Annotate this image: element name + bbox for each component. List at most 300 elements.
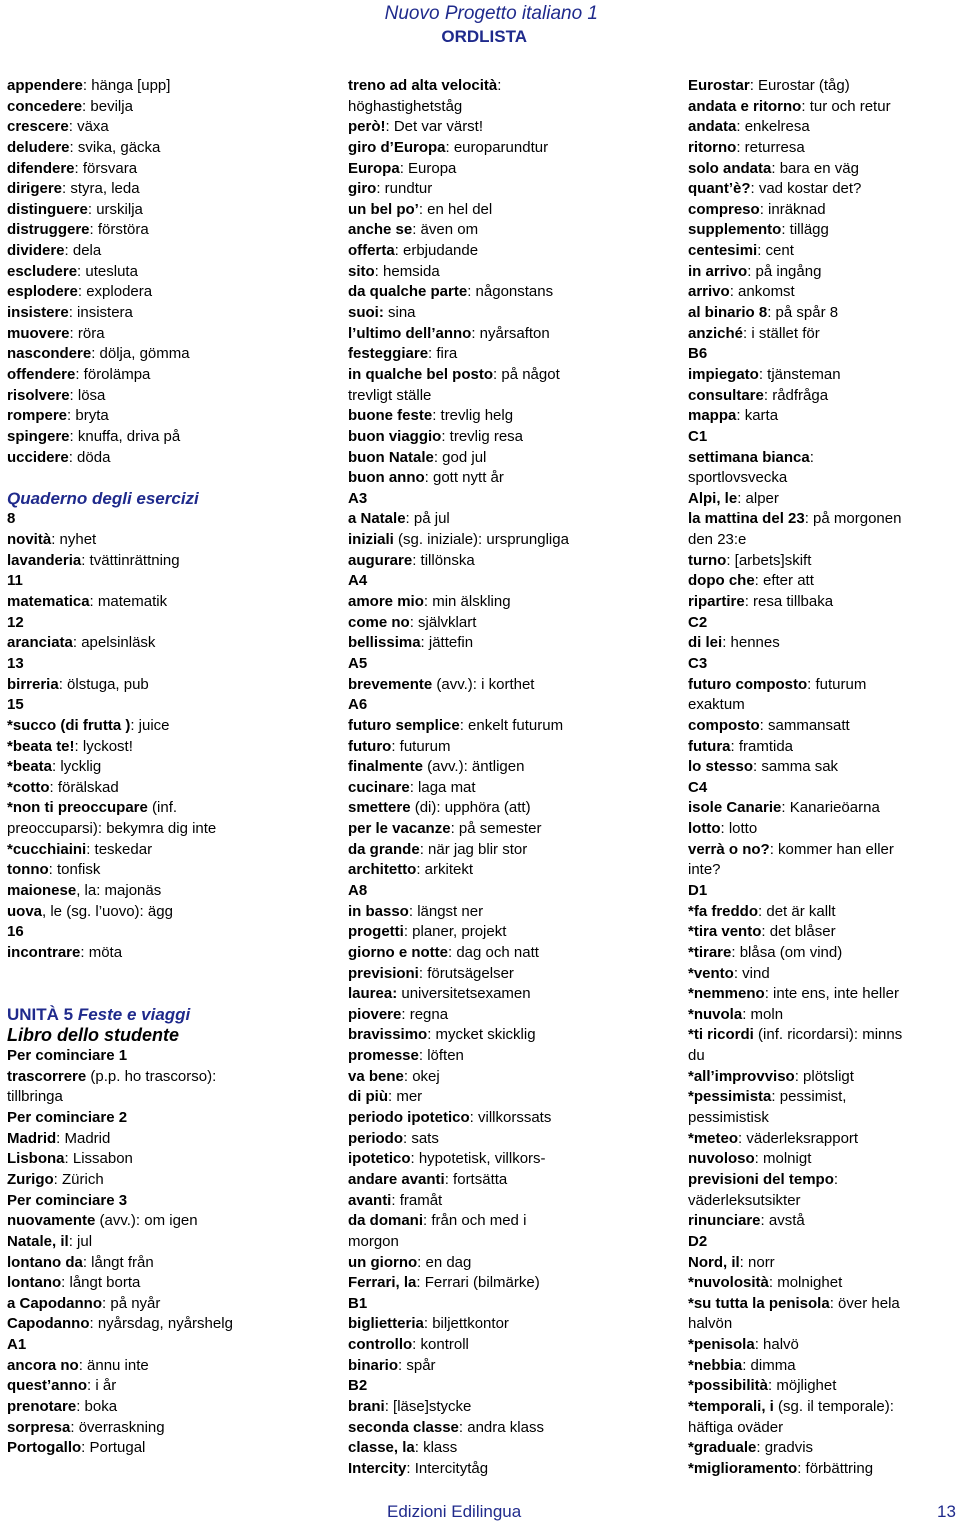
entry-term: buon viaggio (348, 427, 442, 445)
glossary-entry (688, 138, 902, 159)
entry-term: bellissima (348, 634, 421, 652)
glossary-entry (688, 571, 902, 592)
glossary-entry (348, 97, 569, 118)
entry-definition: : hemsida (374, 262, 440, 280)
glossary-entry (348, 592, 569, 613)
entry-definition: : plötsligt (794, 1067, 854, 1085)
glossary-entry (688, 633, 902, 654)
glossary-entry (7, 324, 233, 345)
glossary-entry (688, 922, 902, 943)
entry-definition: : Kanarieöarna (781, 799, 880, 817)
entry-definition: : enkelt futurum (459, 716, 564, 734)
entry-term: Per cominciare 3 (7, 1191, 128, 1209)
entry-definition: : längst ner (408, 902, 484, 920)
entry-definition: : tur och retur (801, 97, 891, 115)
entry-term: Madrid (7, 1129, 57, 1147)
glossary-entry (688, 1314, 902, 1335)
glossary-entry (348, 1211, 569, 1232)
entry-term: ripartire (688, 593, 745, 611)
unit-heading: UNITÀ 5 (7, 1004, 78, 1024)
entry-definition: häftiga oväder (688, 1418, 784, 1436)
entry-term: lavanderia (7, 551, 82, 569)
glossary-entry (7, 509, 233, 530)
glossary-entry (7, 737, 233, 758)
entry-term: suoi: (348, 304, 384, 322)
glossary-entry (688, 1397, 902, 1418)
entry-term: uccidere (7, 448, 69, 466)
entry-definition: : förutsägelser (418, 964, 514, 982)
entry-term: progetti (348, 923, 404, 941)
entry-definition: : Lissabon (64, 1150, 133, 1168)
glossary-entry (688, 798, 902, 819)
entry-definition: : nyårsdag, nyårshelg (89, 1315, 233, 1333)
glossary-entry (348, 262, 569, 283)
glossary-entry (7, 427, 233, 448)
entry-term: per le vacanze (348, 820, 451, 838)
entry-term: treno ad alta velocità (348, 77, 498, 94)
entry-definition: : jättefin (420, 634, 474, 652)
entry-definition: : Det var värst! (385, 118, 484, 136)
entry-definition: : cent (757, 242, 794, 260)
entry-term: buon Natale (348, 448, 434, 466)
glossary-entry (348, 1273, 569, 1294)
entry-definition: : norr (739, 1253, 775, 1271)
glossary-entry (7, 200, 233, 221)
glossary-entry (348, 840, 569, 861)
entry-term: futuro (348, 737, 392, 755)
entry-term: consultare (688, 386, 764, 404)
entry-definition: : moln (742, 1005, 784, 1023)
glossary-entry (348, 1294, 569, 1315)
entry-definition: : Zürich (53, 1170, 104, 1188)
entry-term: Alpi, le (688, 489, 738, 507)
entry-term: seconda classe (348, 1418, 459, 1436)
entry-definition: : boka (76, 1398, 118, 1415)
entry-definition: : Intercitytåg (406, 1459, 489, 1477)
entry-definition: : svika, gäcka (69, 138, 161, 156)
glossary-entry (688, 1170, 902, 1191)
entry-term: Portogallo (7, 1439, 82, 1457)
entry-term: ancora no (7, 1356, 79, 1374)
glossary-entry (7, 1108, 233, 1129)
entry-term: controllo (348, 1336, 413, 1354)
entry-definition: (avv.): i korthet (432, 675, 535, 693)
glossary-entry (688, 1067, 902, 1088)
entry-term: birreria (7, 675, 59, 693)
glossary-entry (348, 675, 569, 696)
entry-term: *graduale (688, 1439, 757, 1457)
entry-term: Nord, il (688, 1253, 740, 1271)
glossary-entry (7, 1046, 233, 1067)
glossary-entry (688, 303, 902, 324)
entry-definition: : försvara (74, 159, 138, 177)
glossary-entry (348, 695, 569, 716)
entry-definition: : lyckost! (74, 737, 133, 755)
entry-definition: : på semester (450, 820, 542, 838)
entry-term: A4 (348, 572, 368, 590)
glossary-entry (348, 943, 569, 964)
entry-definition: : på jul (405, 510, 450, 528)
entry-term: sorpresa (7, 1418, 71, 1436)
glossary-entry (7, 76, 233, 97)
glossary-entry (7, 1129, 233, 1150)
glossary-entry (348, 860, 569, 881)
glossary-entry (7, 1087, 233, 1108)
entry-definition: : möjlighet (768, 1377, 837, 1395)
glossary-entry (348, 881, 569, 902)
entry-term: B1 (348, 1294, 368, 1312)
entry-term: come no (348, 613, 410, 631)
glossary-entry (7, 97, 233, 118)
entry-term: in arrivo (688, 262, 748, 280)
glossary-entry (688, 97, 902, 118)
entry-term: *fa freddo (688, 902, 759, 920)
entry-term: futuro semplice (348, 716, 460, 734)
glossary-entry (7, 1314, 233, 1335)
glossary-entry (688, 1046, 902, 1067)
entry-definition: universitetsexamen (397, 985, 531, 1003)
entry-term: A8 (348, 881, 368, 899)
entry-term: quant’è? (688, 180, 751, 198)
entry-definition: : rundtur (376, 180, 433, 198)
entry-definition: : tillägg (781, 221, 829, 239)
entry-definition: : returresa (736, 138, 805, 156)
glossary-entry (348, 117, 569, 138)
entry-definition: : fira (428, 345, 458, 363)
glossary-entry (7, 303, 233, 324)
glossary-entry (348, 1108, 569, 1129)
entry-definition: : explodera (77, 283, 153, 301)
entry-definition: (sg. iniziale): ursprungliga (393, 531, 569, 549)
entry-definition: : avstå (760, 1212, 805, 1230)
entry-definition: : (809, 448, 814, 466)
entry-term: dirigere (7, 180, 63, 198)
entry-term: *su tutta la penisola (688, 1294, 830, 1312)
glossary-entry (7, 1005, 233, 1026)
entry-definition: : alper (737, 489, 779, 507)
entry-term: D1 (688, 881, 708, 899)
entry-term: buone feste (348, 407, 433, 425)
entry-definition: : tillönska (412, 551, 475, 569)
header-title: Nuovo Progetto italiano 1 (384, 3, 598, 24)
entry-term: *tirare (688, 943, 732, 961)
glossary-entry (348, 964, 569, 985)
entry-term: Lisbona (7, 1150, 65, 1168)
entry-definition: : trevlig helg (432, 407, 514, 425)
glossary-entry (688, 220, 902, 241)
entry-term: classe, la (348, 1439, 415, 1457)
entry-term: escludere (7, 262, 78, 280)
entry-term: muovere (7, 324, 70, 342)
glossary-entry (348, 1025, 569, 1046)
entry-term: Zurigo (7, 1170, 54, 1188)
glossary-entry (688, 943, 902, 964)
entry-definition: : tjänsteman (758, 365, 841, 383)
glossary-entry (348, 159, 569, 180)
entry-term: in basso (348, 902, 409, 920)
entry-definition: : min älskling (423, 593, 511, 611)
entry-definition: : sats (403, 1129, 439, 1147)
glossary-entry (688, 530, 902, 551)
entry-term: novità (7, 531, 52, 549)
glossary-entry (348, 406, 569, 427)
entry-term: arrivo (688, 283, 730, 301)
entry-term: *succo (di frutta ) (7, 716, 131, 734)
entry-definition: : lotto (720, 820, 758, 838)
glossary-entry (688, 200, 902, 221)
spacer (7, 468, 233, 489)
entry-term: *tira vento (688, 923, 762, 941)
glossary-entry (688, 1438, 902, 1459)
glossary-entry (348, 365, 569, 386)
entry-definition: : framtida (730, 737, 794, 755)
entry-term: *cucchiaini (7, 840, 87, 858)
entry-term: risolvere (7, 386, 70, 404)
entry-definition: : när jag blir stor (419, 840, 528, 858)
glossary-entry (7, 633, 233, 654)
entry-term: smettere (348, 799, 411, 817)
entry-term: un giorno (348, 1253, 418, 1271)
entry-term: *penisola (688, 1336, 755, 1354)
glossary-entry (348, 1397, 569, 1418)
entry-definition: : knuffa, driva på (69, 427, 181, 445)
entry-term: *meteo (688, 1129, 739, 1147)
entry-definition: : på morgonen (804, 510, 902, 528)
entry-term: promesse (348, 1047, 419, 1065)
entry-term: C1 (688, 427, 708, 445)
glossary-entry (7, 881, 233, 902)
entry-definition: , la: majonäs (76, 881, 162, 899)
entry-definition: : bara en väg (771, 159, 859, 177)
entry-term: C3 (688, 654, 708, 672)
entry-definition: : trevlig resa (441, 427, 524, 445)
entry-definition: : planer, projekt (403, 923, 507, 941)
entry-definition: : halvö (754, 1336, 799, 1354)
section-heading: Libro dello studente (7, 1025, 180, 1046)
entry-term: *possibilità (688, 1377, 769, 1395)
entry-term: rompere (7, 407, 68, 425)
glossary-entry (7, 282, 233, 303)
glossary-entry (7, 902, 233, 923)
entry-term: giro (348, 180, 377, 198)
glossary-entry (348, 778, 569, 799)
entry-definition: halvön (688, 1315, 733, 1333)
entry-definition: : styra, leda (62, 180, 140, 198)
entry-term: nuovamente (7, 1212, 96, 1230)
entry-term: 13 (7, 654, 24, 672)
entry-term: festeggiare (348, 345, 429, 363)
glossary-entry (7, 1273, 233, 1294)
entry-term: architetto (348, 861, 417, 879)
glossary-entry (7, 406, 233, 427)
glossary-entry (688, 964, 902, 985)
entry-definition: : en hel del (418, 200, 493, 218)
entry-definition: : blåsa (om vind) (731, 943, 843, 961)
entry-definition: : förstöra (89, 221, 149, 239)
glossary-entry (348, 1170, 569, 1191)
glossary-entry (348, 489, 569, 510)
entry-term: andata (688, 118, 737, 136)
glossary-entry (688, 1025, 902, 1046)
entry-definition: : möta (80, 943, 123, 961)
entry-definition: : (833, 1170, 839, 1188)
entry-term: A1 (7, 1336, 27, 1354)
glossary-entry (348, 200, 569, 221)
glossary-entry (7, 530, 233, 551)
entry-term: C4 (688, 778, 708, 796)
entry-definition: : europarundtur (445, 138, 549, 156)
entry-definition: : dag och natt (448, 943, 539, 961)
entry-definition: preoccuparsi): bekymra dig inte (7, 820, 217, 838)
entry-term: amore mio (348, 593, 424, 611)
glossary-entry (688, 1191, 902, 1212)
entry-definition: : biljettkontor (423, 1315, 509, 1333)
glossary-entry (688, 716, 902, 737)
glossary-entry (348, 530, 569, 551)
glossary-entry (348, 737, 569, 758)
entry-definition: : hypotetisk, villkors- (410, 1150, 546, 1168)
entry-definition: sina (383, 304, 416, 322)
glossary-entry (348, 1087, 569, 1108)
entry-term: dopo che (688, 572, 755, 590)
glossary-entry (348, 468, 569, 489)
entry-definition: väderleksutsikter (688, 1191, 801, 1209)
entry-term: Natale, il (7, 1232, 69, 1250)
entry-definition: : pessimist, (771, 1088, 847, 1106)
glossary-entry (348, 1418, 569, 1439)
header-subtitle: ORDLISTA (441, 27, 527, 46)
glossary-entry (688, 468, 902, 489)
entry-definition: : futurum (391, 737, 451, 755)
entry-definition: : karta (736, 407, 779, 425)
entry-definition: : från och med i (423, 1212, 527, 1230)
glossary-entry (348, 344, 569, 365)
entry-term: distruggere (7, 221, 90, 239)
glossary-entry (348, 1253, 569, 1274)
entry-term: lo stesso (688, 758, 754, 776)
entry-definition: (inf. ricordarsi): minns (753, 1026, 903, 1044)
entry-term: *nebbia (688, 1356, 743, 1374)
entry-term: augurare (348, 551, 413, 569)
entry-term: l’ultimo dell’anno (348, 324, 472, 342)
entry-term: 8 (7, 510, 16, 528)
glossary-entry (688, 902, 902, 923)
entry-definition: inte? (688, 861, 721, 879)
unit-title: Feste e viaggi (77, 1004, 191, 1024)
entry-term: matematica (7, 593, 90, 611)
entry-term: verrà o no? (688, 840, 770, 858)
glossary-entry (688, 324, 902, 345)
entry-definition: : villkorssats (469, 1109, 552, 1127)
glossary-entry (348, 427, 569, 448)
glossary-entry (348, 1376, 569, 1397)
entry-definition: : växa (68, 118, 109, 136)
entry-term: *nuvolosità (688, 1274, 769, 1292)
entry-term: tonno (7, 861, 49, 879)
glossary-entry (7, 220, 233, 241)
entry-definition: : (497, 77, 502, 94)
glossary-entry (688, 778, 902, 799)
entry-definition: : andra klass (458, 1418, 544, 1436)
entry-term: però! (348, 118, 386, 136)
glossary-entry (688, 406, 902, 427)
entry-term: da grande (348, 840, 420, 858)
entry-definition: (avv.): om igen (95, 1212, 198, 1230)
glossary-entry (688, 695, 902, 716)
glossary-entry (348, 76, 569, 97)
entry-definition: : dölja, gömma (91, 345, 190, 363)
entry-definition: : ännu inte (78, 1356, 149, 1374)
entry-definition: : förolämpa (75, 365, 151, 383)
entry-term: di lei (688, 634, 723, 652)
glossary-entry (688, 984, 902, 1005)
glossary-entry (348, 324, 569, 345)
entry-term: finalmente (348, 758, 424, 776)
entry-definition: : inräknad (759, 200, 826, 218)
glossary-entry (348, 1356, 569, 1377)
glossary-entry (7, 716, 233, 737)
entry-definition: : löften (418, 1047, 464, 1065)
entry-definition: : vind (733, 964, 770, 982)
entry-term: giorno e notte (348, 943, 448, 961)
glossary-entry (348, 571, 569, 592)
glossary-entry (7, 571, 233, 592)
entry-term: avanti (348, 1191, 392, 1209)
entry-term: un bel po’ (348, 200, 419, 218)
entry-term: Ferrari, la (348, 1274, 417, 1292)
glossary-entry (7, 1356, 233, 1377)
entry-definition: : dimma (742, 1356, 796, 1374)
entry-definition: : juice (130, 716, 170, 734)
entry-definition: : samma sak (753, 758, 839, 776)
entry-definition: : röra (69, 324, 105, 342)
entry-definition: : i år (87, 1377, 117, 1395)
entry-definition: : gott nytt år (424, 469, 504, 487)
entry-term: futura (688, 737, 731, 755)
entry-term: iniziali (348, 531, 394, 549)
entry-definition: trevligt ställe (348, 386, 432, 404)
entry-term: incontrare (7, 943, 81, 961)
glossary-entry (348, 613, 569, 634)
entry-term: turno (688, 551, 727, 569)
entry-definition: : insistera (68, 304, 133, 322)
glossary-entry (688, 1087, 902, 1108)
entry-term: rinunciare (688, 1212, 761, 1230)
glossary-entry (348, 448, 569, 469)
entry-term: *beata te! (7, 737, 75, 755)
entry-term: ritorno (688, 138, 737, 156)
glossary-entry (688, 1149, 902, 1170)
glossary-entry (688, 613, 902, 634)
entry-term: 12 (7, 613, 24, 631)
glossary-entry (348, 241, 569, 262)
glossary-entry (7, 695, 233, 716)
entry-definition: (avv.): äntligen (423, 758, 525, 776)
glossary-entry (7, 1232, 233, 1253)
entry-definition: höghastighetståg (348, 97, 463, 115)
entry-definition: : apelsinläsk (72, 634, 156, 652)
entry-definition: : fortsätta (444, 1170, 508, 1188)
entry-term: Intercity (348, 1459, 407, 1477)
glossary-entry (7, 241, 233, 262)
entry-definition: : molnigt (754, 1150, 812, 1168)
glossary-entry (7, 138, 233, 159)
entry-term: *non ti preoccupare (7, 799, 148, 817)
entry-term: mappa (688, 407, 737, 425)
glossary-entry (688, 448, 902, 469)
glossary-entry (7, 654, 233, 675)
glossary-entry (348, 1335, 569, 1356)
